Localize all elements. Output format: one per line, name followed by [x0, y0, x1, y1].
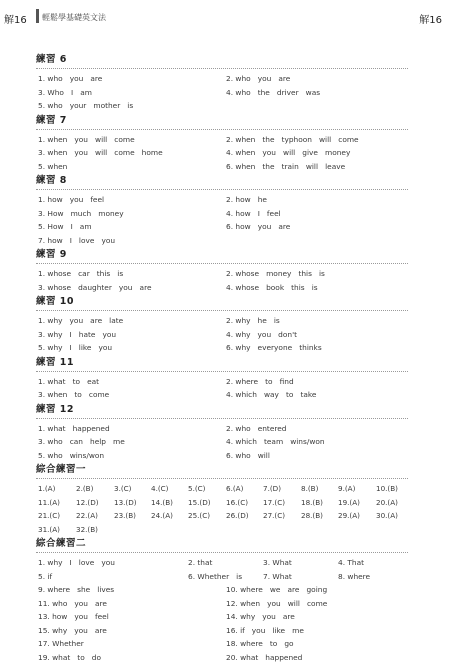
answer-row	[36, 234, 408, 248]
answer-item: 4. why you don't	[226, 328, 297, 342]
answer-item: 2. when the typhoon will come	[226, 133, 359, 147]
answer-row	[36, 133, 408, 147]
answer-item: 2. that	[188, 556, 212, 570]
choice-answer: 26.(D)	[226, 509, 249, 523]
answer-item: 7. how I love you	[38, 234, 115, 248]
choice-answer: 2.(B)	[76, 482, 93, 496]
answer-item: 2. why he is	[226, 314, 280, 328]
answer-item: 4. which team wins/won	[226, 435, 325, 449]
choice-answer: 7.(D)	[263, 482, 281, 496]
answer-row	[36, 72, 408, 86]
choice-answer: 18.(B)	[301, 496, 323, 510]
choice-answer: 6.(A)	[226, 482, 243, 496]
answer-row	[36, 146, 408, 160]
answer-item: 19. what to do	[38, 651, 101, 664]
answer-item: 14. why you are	[226, 610, 295, 624]
choice-answer: 4.(C)	[151, 482, 169, 496]
page-number-left: 解16	[4, 11, 27, 26]
answer-row	[36, 637, 408, 651]
choice-answer: 32.(B)	[76, 523, 98, 537]
choice-answer: 22.(A)	[76, 509, 98, 523]
dotted-rule	[36, 552, 408, 555]
answer-item: 15. why you are	[38, 624, 107, 638]
choice-answer: 16.(C)	[226, 496, 248, 510]
answer-item: 2. whose money this is	[226, 267, 325, 281]
answer-item: 3. who can help me	[38, 435, 125, 449]
choice-answer: 27.(C)	[263, 509, 285, 523]
answer-item: 12. when you will come	[226, 597, 327, 611]
answer-item: 5. when	[38, 160, 67, 174]
answer-item: 7. What	[263, 570, 292, 584]
answer-item: 4. how I feel	[226, 207, 281, 221]
answer-item: 6. who will	[226, 449, 270, 463]
section-title: 練習 9	[36, 247, 408, 263]
answer-item: 3. What	[263, 556, 292, 570]
answer-item: 3. when you will come home	[38, 146, 163, 160]
dotted-rule	[36, 371, 408, 374]
answer-item: 3. Who I am	[38, 86, 92, 100]
answer-item: 8. where	[338, 570, 370, 584]
answer-row	[36, 523, 408, 537]
answer-item: 4. which way to take	[226, 388, 316, 402]
choice-answer: 8.(B)	[301, 482, 318, 496]
answer-item: 6. Whether is	[188, 570, 242, 584]
answer-row	[36, 220, 408, 234]
answer-item: 17. Whether	[38, 637, 84, 651]
answer-item: 3. How much money	[38, 207, 124, 221]
choice-answer: 15.(D)	[188, 496, 211, 510]
dotted-rule	[36, 310, 408, 313]
answer-row	[36, 449, 408, 463]
answer-item: 10. where we are going	[226, 583, 327, 597]
answer-item: 6. how you are	[226, 220, 290, 234]
answer-item: 1. why you are late	[38, 314, 123, 328]
answer-row	[36, 193, 408, 207]
answer-item: 5. why I like you	[38, 341, 112, 355]
section-title: 練習 12	[36, 402, 408, 418]
answer-item: 4. when you will give money	[226, 146, 350, 160]
section-title: 練習 11	[36, 355, 408, 371]
answer-row	[36, 341, 408, 355]
choice-answer: 10.(B)	[376, 482, 398, 496]
choice-answer: 30.(A)	[376, 509, 398, 523]
choice-answer: 31.(A)	[38, 523, 60, 537]
answer-item: 3. whose daughter you are	[38, 281, 152, 295]
answer-item: 4. whose book this is	[226, 281, 318, 295]
section-title: 練習 8	[36, 173, 408, 189]
choice-answer: 1.(A)	[38, 482, 55, 496]
answer-item: 6. when the train will leave	[226, 160, 345, 174]
answer-item: 1. why I love you	[38, 556, 115, 570]
choice-answer: 19.(A)	[338, 496, 360, 510]
answer-item: 4. who the driver was	[226, 86, 320, 100]
choice-answer: 25.(C)	[188, 509, 210, 523]
dotted-rule	[36, 68, 408, 71]
choice-answer: 29.(A)	[338, 509, 360, 523]
choice-answer: 5.(C)	[188, 482, 206, 496]
book-title-marker	[36, 9, 39, 23]
choice-answer: 21.(C)	[38, 509, 60, 523]
section-title: 練習 7	[36, 113, 408, 129]
answer-row	[36, 624, 408, 638]
dotted-rule	[36, 129, 408, 132]
choice-answer: 13.(D)	[114, 496, 137, 510]
choice-answer: 14.(B)	[151, 496, 173, 510]
answer-item: 5. How I am	[38, 220, 92, 234]
answer-row	[36, 267, 408, 281]
answer-row	[36, 651, 408, 664]
answer-item: 1. who you are	[38, 72, 102, 86]
answer-row	[36, 556, 408, 570]
section-title: 綜合練習二	[36, 536, 408, 552]
section-title: 綜合練習一	[36, 462, 408, 478]
answer-row	[36, 570, 408, 584]
answer-item: 16. if you like me	[226, 624, 304, 638]
answer-row	[36, 482, 408, 496]
answer-row	[36, 496, 408, 510]
section-title: 練習 10	[36, 294, 408, 310]
answer-item: 2. how he	[226, 193, 267, 207]
answer-key-content	[36, 52, 408, 664]
choice-answer: 24.(A)	[151, 509, 173, 523]
answer-row	[36, 610, 408, 624]
answer-item: 5. who your mother is	[38, 99, 133, 113]
dotted-rule	[36, 263, 408, 266]
answer-item: 2. who you are	[226, 72, 290, 86]
answer-item: 1. when you will come	[38, 133, 135, 147]
answer-item: 6. why everyone thinks	[226, 341, 322, 355]
section-title: 練習 6	[36, 52, 408, 68]
choice-answer: 12.(D)	[76, 496, 99, 510]
answer-item: 11. who you are	[38, 597, 107, 611]
choice-answer: 20.(A)	[376, 496, 398, 510]
answer-item: 4. That	[338, 556, 364, 570]
answer-row	[36, 314, 408, 328]
answer-item: 1. what to eat	[38, 375, 99, 389]
answer-row	[36, 388, 408, 402]
choice-answer: 23.(B)	[114, 509, 136, 523]
dotted-rule	[36, 478, 408, 481]
answer-item: 1. how you feel	[38, 193, 104, 207]
answer-item: 2. who entered	[226, 422, 287, 436]
answer-item: 13. how you feel	[38, 610, 109, 624]
answer-row	[36, 435, 408, 449]
answer-row	[36, 375, 408, 389]
dotted-rule	[36, 189, 408, 192]
answer-item: 20. what happened	[226, 651, 302, 664]
book-title: 輕鬆學基礎英文法	[42, 12, 106, 23]
choice-answer: 3.(C)	[114, 482, 132, 496]
page-number-right: 解16	[419, 11, 442, 26]
answer-item: 5. if	[38, 570, 52, 584]
answer-item: 1. whose car this is	[38, 267, 123, 281]
choice-answer: 17.(C)	[263, 496, 285, 510]
answer-row	[36, 509, 408, 523]
answer-row	[36, 281, 408, 295]
answer-item: 5. who wins/won	[38, 449, 104, 463]
dotted-rule	[36, 418, 408, 421]
answer-item: 3. why I hate you	[38, 328, 116, 342]
answer-row	[36, 328, 408, 342]
answer-row	[36, 597, 408, 611]
answer-row	[36, 422, 408, 436]
answer-item: 3. when to come	[38, 388, 109, 402]
choice-answer: 11.(A)	[38, 496, 60, 510]
answer-item: 9. where she lives	[38, 583, 114, 597]
answer-item: 18. where to go	[226, 637, 294, 651]
choice-answer: 9.(A)	[338, 482, 355, 496]
answer-row	[36, 160, 408, 174]
answer-item: 2. where to find	[226, 375, 294, 389]
answer-row	[36, 99, 408, 113]
answer-row	[36, 583, 408, 597]
choice-answer: 28.(B)	[301, 509, 323, 523]
answer-row	[36, 207, 408, 221]
page-header	[0, 0, 449, 34]
answer-item: 1. what happened	[38, 422, 110, 436]
answer-row	[36, 86, 408, 100]
